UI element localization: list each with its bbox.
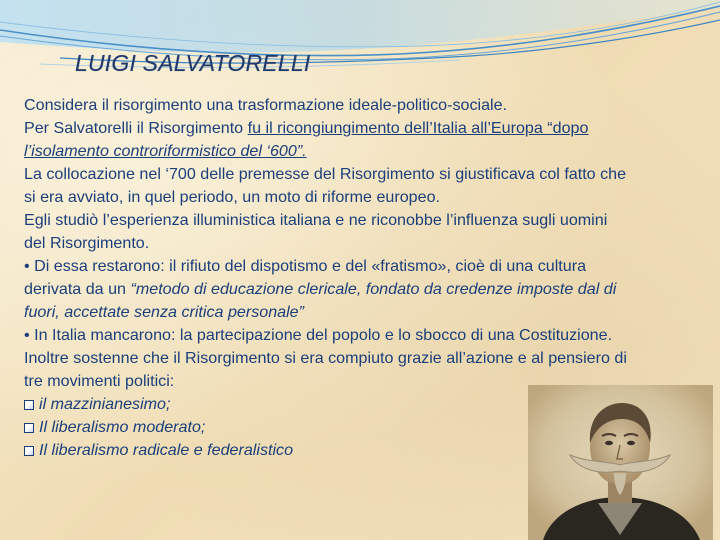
movement-label: Il liberalismo radicale e federalistico <box>39 441 294 459</box>
bullet-item-1: • Di essa restarono: il rifiuto del dispotismo e del «fratismo», cioè di una cultura <box>24 257 587 275</box>
body-line-10: fuori, accettate senza critica personale” <box>24 303 304 321</box>
text-segment: derivata da un <box>24 280 131 298</box>
body-line-6: Egli studiò l’esperienza illuministica italiana e ne riconobbe l’influenza sugli uomini <box>24 211 608 229</box>
portrait-photo <box>528 385 713 540</box>
checkbox-bullet-icon <box>24 423 34 433</box>
italic-quote: “metodo di educazione clericale, fondato da credenze imposte dal di <box>130 280 617 298</box>
checkbox-bullet-icon <box>24 446 34 456</box>
body-line-12: Inoltre sostenne che il Risorgimento si era compiuto grazie all’azione e al pensiero di <box>24 349 627 367</box>
body-line-7: del Risorgimento. <box>24 234 150 252</box>
slide-title: LUIGI SALVATORELLI <box>75 50 311 76</box>
bullet-item-2: • In Italia mancarono: la partecipazione del popolo e lo sbocco di una Costituzione. <box>24 326 613 344</box>
checkbox-bullet-icon <box>24 400 34 410</box>
body-line-4: La collocazione nel ‘700 delle premesse del Risorgimento si giustificava col fatto che <box>24 165 627 183</box>
text-segment: Per Salvatorelli il Risorgimento <box>24 119 248 137</box>
body-line-13: tre movimenti politici: <box>24 372 175 390</box>
body-line-2 <box>24 117 716 140</box>
text-segment: fu il ricongiungimento dell’Italia all’Europa “dopo <box>247 119 589 137</box>
movement-label: Il liberalismo moderato; <box>39 418 206 436</box>
body-line-1: Considera il risorgimento una trasformazione ideale-politico-sociale. <box>24 96 508 114</box>
movement-label: il mazzinianesimo; <box>39 395 171 413</box>
body-line-3: l’isolamento controriformistico del ‘600”. <box>24 142 307 160</box>
underlined-quote-start <box>248 119 589 137</box>
body-line-9 <box>24 278 716 301</box>
body-line-5: si era avviato, in quel periodo, un moto di riforme europeo. <box>24 188 440 206</box>
